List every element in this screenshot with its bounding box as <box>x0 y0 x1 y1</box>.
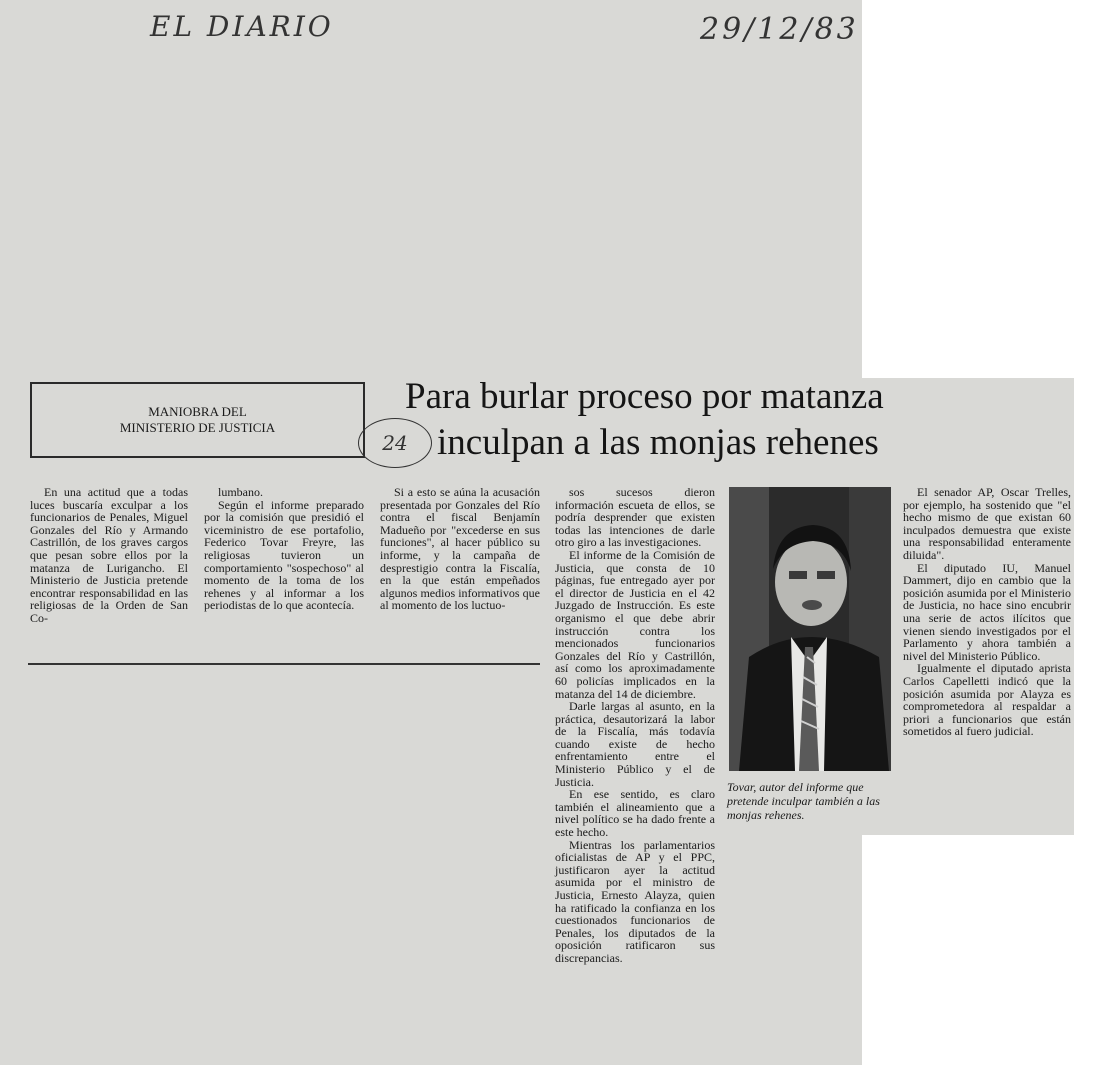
article-paragraph: Darle largas al asunto, en la práctica, desautorizará la labor de la Fiscalía, más todavía cuando existe de hecho enfrentamiento entre el Ministerio Público y el de Justicia. <box>555 699 715 789</box>
handwritten-newspaper-name: EL DIARIO <box>150 10 334 43</box>
article-paragraph: Igualmente el diputado aprista Carlos Capelletti indicó que la posición asumida por Alayza es comprometedora al respaldar a priori a funcionarios que están sometidos al fuero judicial. <box>903 661 1071 739</box>
handwritten-date: 29/12/83 <box>700 12 859 47</box>
handwritten-mark: 24 <box>358 418 432 468</box>
headline-line-2: inculpan a las monjas rehenes <box>437 422 879 463</box>
article-column-5 <box>903 486 1071 738</box>
portrait-photo <box>729 487 891 771</box>
article-paragraph: lumbano. <box>218 485 263 499</box>
article-paragraph: En una actitud que a todas luces buscaría exculpar a los funcionarios de Penales, Miguel Gonzales del Río y Armando Castrillón, de los graves cargos que pesan sobre ellos por la matanza de Lurigancho. El Ministerio de Justicia pretende encontrar responsabilidad en las religiosas de la Orden de San Co- <box>30 485 188 625</box>
article-paragraph: sos sucesos dieron información escueta de ellos, se podría desprender que existen todas las intenciones de darle otro giro a las investigaciones. <box>555 485 715 550</box>
article-paragraph: El senador AP, Oscar Trelles, por ejemplo, ha sostenido que "el hecho mismo de que existan 60 inculpados demuestra que existe una responsabilidad enteramente diluida". <box>903 485 1071 562</box>
headline-line-1: Para burlar proceso por matanza <box>405 376 884 417</box>
column-divider-rule <box>28 663 540 665</box>
article-column-1 <box>30 486 188 625</box>
article-column-2 <box>204 486 364 612</box>
article-paragraph: El informe de la Comisión de Justicia, que consta de 10 páginas, fue entregado ayer por el director de Justicia en el 42 Juzgado de Instrucción. Es este organismo el que debe abrir instrucción contra los mencionados funcionarios Gonzales del Río y Castrillón, así como los aproximadamente 60 policías implicados en la matanza del 14 de diciembre. <box>555 547 715 701</box>
photo-caption: Tovar, autor del informe que pretende inculpar también a las monjas rehenes. <box>727 780 880 822</box>
kicker-line-1: MANIOBRA DEL <box>148 404 247 419</box>
article-paragraph: Mientras los parlamentarios oficialistas de AP y el PPC, justificaron ayer la actitud asumida por el ministro de Justicia, Ernesto Alayza, quien ha ratificado la confianza en los cuestionados funcionarios de Penales, los diputados de la oposición ratificaron sus discrepancias. <box>555 837 715 965</box>
kicker-box <box>30 382 365 458</box>
article-paragraph: En ese sentido, es claro también el alineamiento que a nivel político se ha dado frente a este hecho. <box>555 787 715 840</box>
article-column-3 <box>380 486 540 612</box>
article-paragraph: Si a esto se aúna la acusación presentada por Gonzales del Río contra el fiscal Benjamín Madueño por "excederse en sus funciones", al hacer público su informe, y la campaña de desprestigio contra la Fiscalía, en la que están empeñados algunos medios informativos que al momento de los luctuo- <box>380 485 540 613</box>
article-paragraph: Según el informe preparado por la comisión que presidió el viceministro de ese portafolio, Federico Tovar Freyre, las religiosas tuvieron un comportamiento "sospechoso" al momento de la toma de los rehenes y al informar a los periodistas de lo que acontecía. <box>204 497 364 613</box>
article-column-4 <box>555 486 715 965</box>
kicker-line-2: MINISTERIO DE JUSTICIA <box>119 420 276 435</box>
article-paragraph: El diputado IU, Manuel Dammert, dijo en cambio que la posición asumida por el Ministerio de Justicia, no hace sino encubrir una serie de actos ilícitos que vienen siendo investigados por el Parlamento y ahora también a nivel del Ministerio Público. <box>903 560 1071 663</box>
